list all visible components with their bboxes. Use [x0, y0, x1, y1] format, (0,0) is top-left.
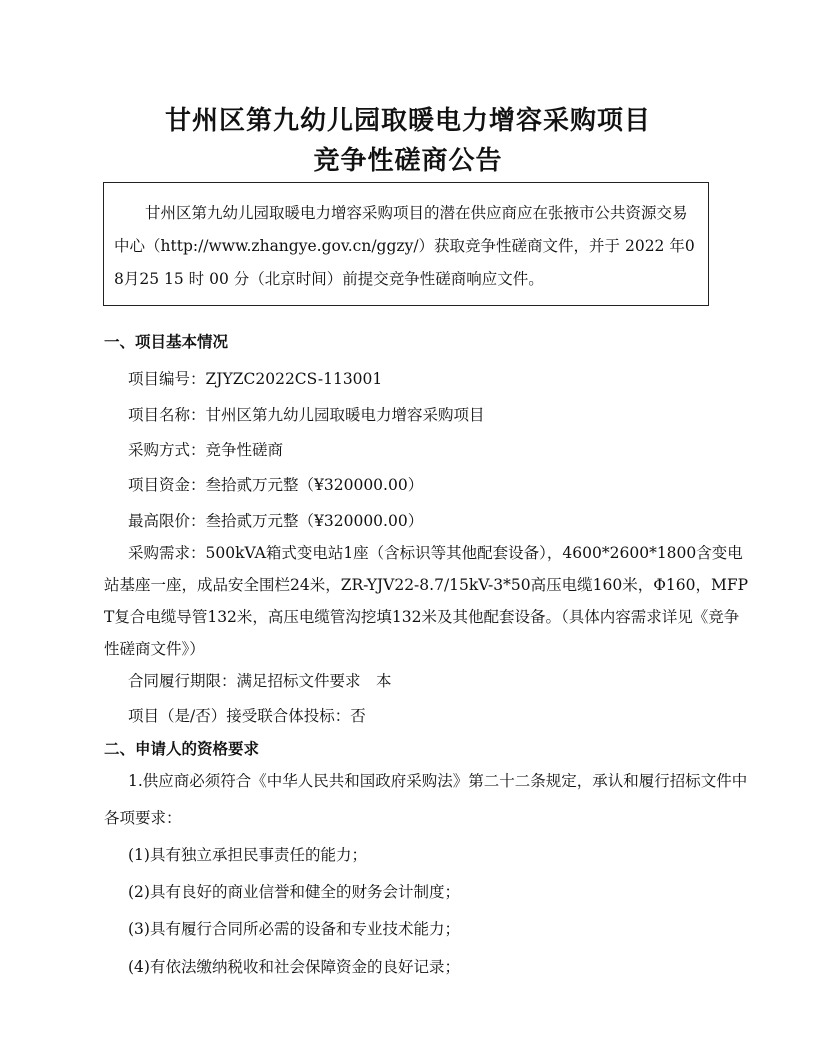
- project-budget-value: 叁拾贰万元整（¥320000.00）: [205, 476, 424, 494]
- procurement-method: [128, 438, 768, 460]
- section1-heading: 一、项目基本情况: [104, 333, 229, 351]
- section2-heading: 二、申请人的资格要求: [104, 740, 260, 758]
- qualification-item-1: 1.供应商必须符合《中华人民共和国政府采购法》第二十二条规定，承认和履行招标文件中各项要求：: [104, 772, 748, 827]
- qualification-sub-3: (3)具有履行合同所必需的设备和专业技术能力；: [128, 920, 460, 938]
- page-subtitle: 竞争性磋商公告: [313, 146, 503, 176]
- procurement-method-value: 竞争性磋商: [205, 441, 284, 459]
- procurement-method-label: 采购方式：: [128, 441, 206, 459]
- qualification-sub-2: (2)具有良好的商业信誉和健全的财务会计制度；: [128, 883, 460, 901]
- project-budget: [128, 473, 768, 495]
- consortium-bidding: 项目（是/否）接受联合体投标：否: [128, 707, 366, 725]
- contract-period: 合同履行期限：满足招标文件要求 本: [128, 672, 392, 690]
- max-price-label: 最高限价：: [128, 512, 206, 530]
- max-price-value: 叁拾贰万元整（¥320000.00）: [205, 512, 424, 530]
- project-budget-label: 项目资金：: [128, 476, 206, 494]
- max-price: [128, 509, 768, 531]
- project-name-label: 项目名称：: [128, 406, 206, 424]
- project-number-label: 项目编号：: [128, 370, 206, 388]
- project-number-value: ZJYZC2022CS-113001: [205, 370, 383, 388]
- project-name: [128, 403, 768, 425]
- notice-box: [103, 182, 709, 306]
- qualification-sub-4: (4)有依法缴纳税收和社会保障资金的良好记录；: [128, 958, 460, 976]
- project-number: [128, 367, 768, 389]
- qualification-sub-1: (1)具有独立承担民事责任的能力；: [128, 846, 367, 864]
- page-title: 甘州区第九幼儿园取暖电力增容采购项目: [164, 106, 651, 136]
- procurement-requirements: 采购需求：500kVA箱式变电站1座（含标识等其他配套设备），4600*2600*1800含变电站基座一座，成品安全围栏24米，ZR-YJV22-8.7/15kV-3*50高压电缆160米，Φ160，MFPT复合电缆导管132米，高压电缆管沟挖填132米及其他配套设备。（具体内容需求详见《竞争性磋商文件》）: [104, 544, 749, 658]
- notice-text: 甘州区第九幼儿园取暖电力增容采购项目的潜在供应商应在张掖市公共资源交易中心（http://www.zhangye.gov.cn/ggzy/）获取竞争性磋商文件，并于 2022 年08月25 15 时 00 分（北京时间）前提交竞争性磋商响应文件。: [114, 204, 695, 288]
- project-name-value: 甘州区第九幼儿园取暖电力增容采购项目: [205, 406, 485, 424]
